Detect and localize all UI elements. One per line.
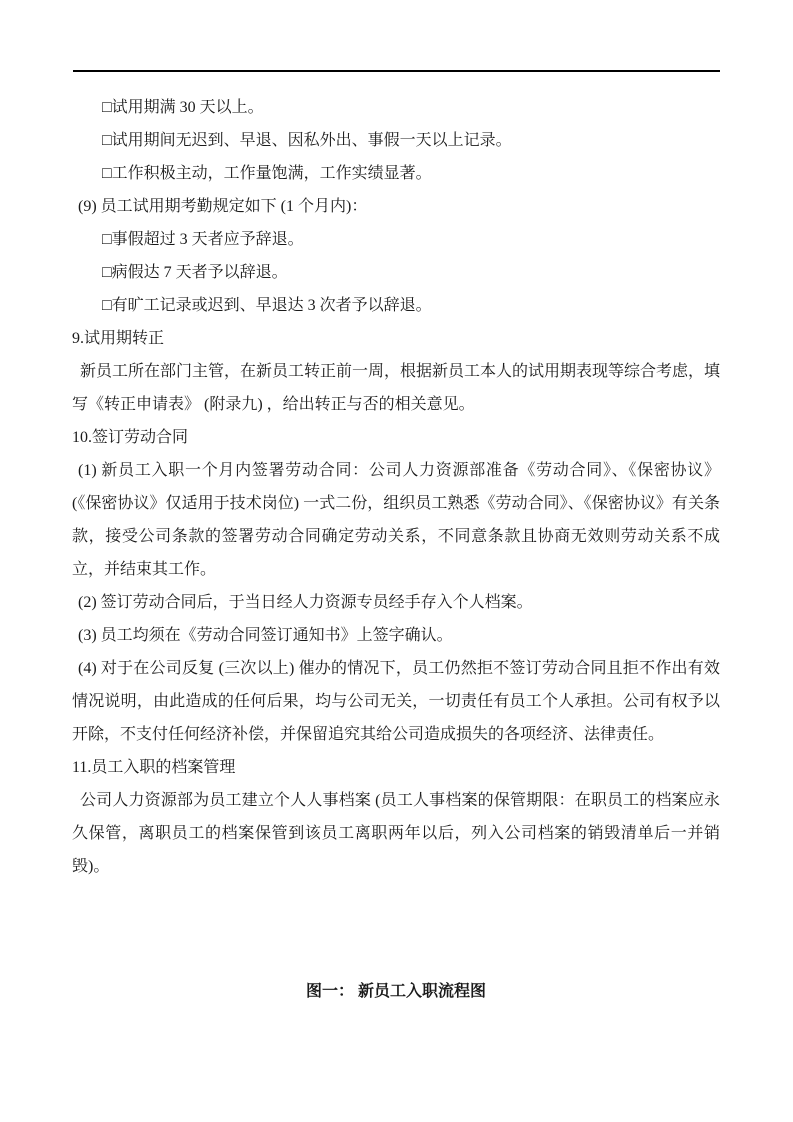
paragraph-text: 员工试用期考勤规定如下 (1 个月内)：: [100, 198, 368, 215]
paragraph-text: 9.试用期转正: [72, 330, 165, 347]
paragraph-text: 签订劳动合同后，于当日经人力资源专员经手存入个人档案。: [100, 594, 533, 611]
paragraph-text: 病假达 7 天者予以辞退。: [111, 264, 288, 281]
paragraph-text: 工作积极主动，工作量饱满，工作实绩显著。: [111, 165, 432, 182]
item-marker: (3): [78, 627, 97, 644]
numbered-item: [72, 619, 720, 652]
body-paragraph: [72, 355, 720, 421]
checkbox-icon: □: [102, 99, 112, 116]
paragraph-text: 事假超过 3 天者应予辞退。: [111, 231, 304, 248]
figure-caption: 图一： 新员工入职流程图: [305, 983, 486, 1000]
checkbox-item: [72, 157, 720, 190]
checkbox-icon: □: [102, 231, 112, 248]
numbered-item: [72, 190, 720, 223]
paragraph-text: 10.签订劳动合同: [72, 429, 189, 446]
document-body: [72, 91, 720, 1008]
item-marker: (2): [78, 594, 97, 611]
checkbox-icon: □: [102, 264, 112, 281]
paragraph-text: 新员工入职一个月内签署劳动合同：公司人力资源部准备《劳动合同》、《保密协议》(《保密协议》仅适用于技术岗位) 一式二份，组织员工熟悉《劳动合同》、《保密协议》有关条款，接受公司条款的签署劳动合同确定劳动关系，不同意条款且协商无效则劳动关系不成立，并结束其工作。: [72, 462, 721, 578]
paragraph-text: 试用期间无迟到、早退、因私外出、事假一天以上记录。: [111, 132, 512, 149]
paragraph-text: 对于在公司反复 (三次以上) 催办的情况下，员工仍然拒不签订劳动合同且拒不作出有效情况说明，由此造成的任何后果，均与公司无关，一切责任有员工个人承担。公司有权予以开除，不支付任何经济补偿，并保留追究其给公司造成损失的各项经济、法律责任。: [72, 660, 720, 743]
checkbox-icon: □: [102, 165, 112, 182]
body-paragraph: [72, 784, 720, 883]
checkbox-item: [72, 256, 720, 289]
item-marker: (1): [78, 462, 97, 479]
paragraph-text: 11.员工入职的档案管理: [72, 759, 236, 776]
item-marker: (9): [78, 198, 97, 215]
paragraph-text: 公司人力资源部为员工建立个人人事档案 (员工人事档案的保管期限：在职员工的档案应永久保管，离职员工的档案保管到该员工离职两年以后，列入公司档案的销毁清单后一并销毁)。: [72, 792, 720, 875]
numbered-item: [72, 586, 720, 619]
numbered-item: [72, 652, 720, 751]
paragraph-text: 试用期满 30 天以上。: [111, 99, 264, 116]
checkbox-item: [72, 223, 720, 256]
paragraph-text: 有旷工记录或迟到、早退达 3 次者予以辞退。: [111, 297, 432, 314]
item-marker: (4): [78, 660, 97, 677]
numbered-item: [72, 454, 720, 586]
checkbox-item: [72, 124, 720, 157]
checkbox-item: [72, 91, 720, 124]
checkbox-item: [72, 289, 720, 322]
paragraph-text: 员工均须在《劳动合同签订通知书》上签字确认。: [100, 627, 453, 644]
section-heading: [72, 322, 720, 355]
checkbox-icon: □: [102, 132, 112, 149]
header-separator-line: [73, 70, 720, 72]
section-heading: [72, 421, 720, 454]
section-heading: [72, 751, 720, 784]
paragraph-text: 新员工所在部门主管，在新员工转正前一周，根据新员工本人的试用期表现等综合考虑，填写《转正申请表》 (附录九) ，给出转正与否的相关意见。: [72, 363, 721, 413]
checkbox-icon: □: [102, 297, 112, 314]
